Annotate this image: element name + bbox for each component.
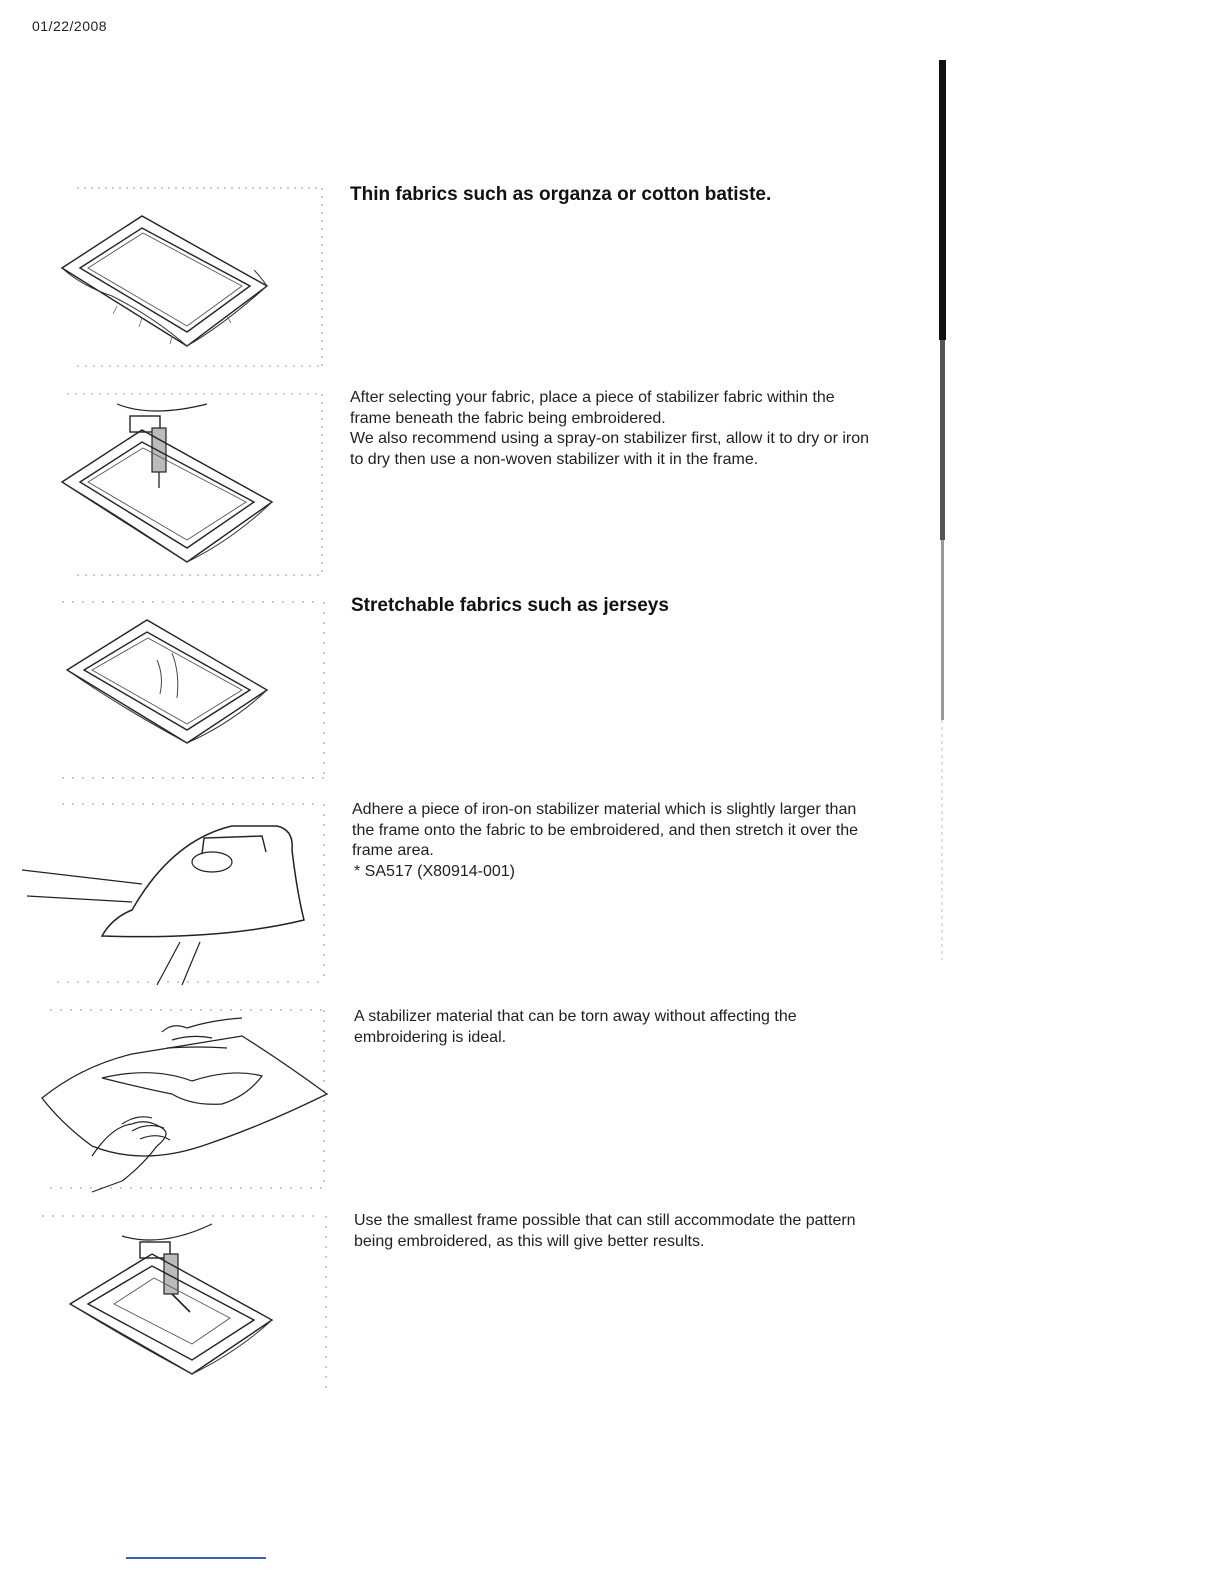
heading-thin-fabrics: Thin fabrics such as organza or cotton batiste.	[350, 184, 772, 205]
illustration-tear-away	[22, 1006, 332, 1196]
illustration-stabilizer-frame	[22, 390, 332, 580]
part-number-note: * SA517 (X80914-001)	[354, 862, 515, 880]
paragraph-line: A stabilizer material that can be torn away without affecting the embroidering is ideal.	[354, 1008, 797, 1046]
illustration-iron	[22, 800, 332, 990]
page-date: 01/22/2008	[32, 18, 108, 34]
presser-foot-frame-icon	[22, 1212, 332, 1397]
tear-away-hands-icon	[22, 1006, 332, 1196]
paragraph-smallest-frame	[354, 1211, 874, 1252]
illustration-thin-fabric	[22, 186, 332, 371]
heading-stretch-fabrics: Stretchable fabrics such as jerseys	[351, 595, 669, 616]
paragraph-line: After selecting your fabric, place a piece of stabilizer fabric within the frame beneath the fabric being embroidered.	[350, 389, 835, 427]
illustration-small-frame	[22, 1212, 332, 1397]
paragraph-line: Use the smallest frame possible that can still accommodate the pattern being embroidered, as this will give better results.	[354, 1212, 856, 1250]
footer-link-underline	[126, 1557, 266, 1559]
paragraph-line: Adhere a piece of iron-on stabilizer material which is slightly larger than the frame onto the fabric to be embroidered, and then stretch it over the frame area.	[352, 801, 859, 859]
paragraph-iron-on-stabilizer	[352, 800, 872, 882]
paragraph-line: We also recommend using a spray-on stabilizer first, allow it to dry or iron to dry then use a non-woven stabilizer with it in the frame.	[350, 430, 870, 468]
presser-foot-frame-icon	[22, 390, 332, 580]
paragraph-tear-away	[354, 1007, 874, 1048]
illustration-stretch-fabric	[22, 598, 332, 783]
iron-icon	[22, 800, 332, 990]
embroidery-frame-icon	[22, 598, 332, 783]
scan-edge-mark	[936, 60, 950, 960]
embroidery-frame-icon	[22, 186, 332, 371]
paragraph-stabilizer-placement	[350, 388, 870, 470]
